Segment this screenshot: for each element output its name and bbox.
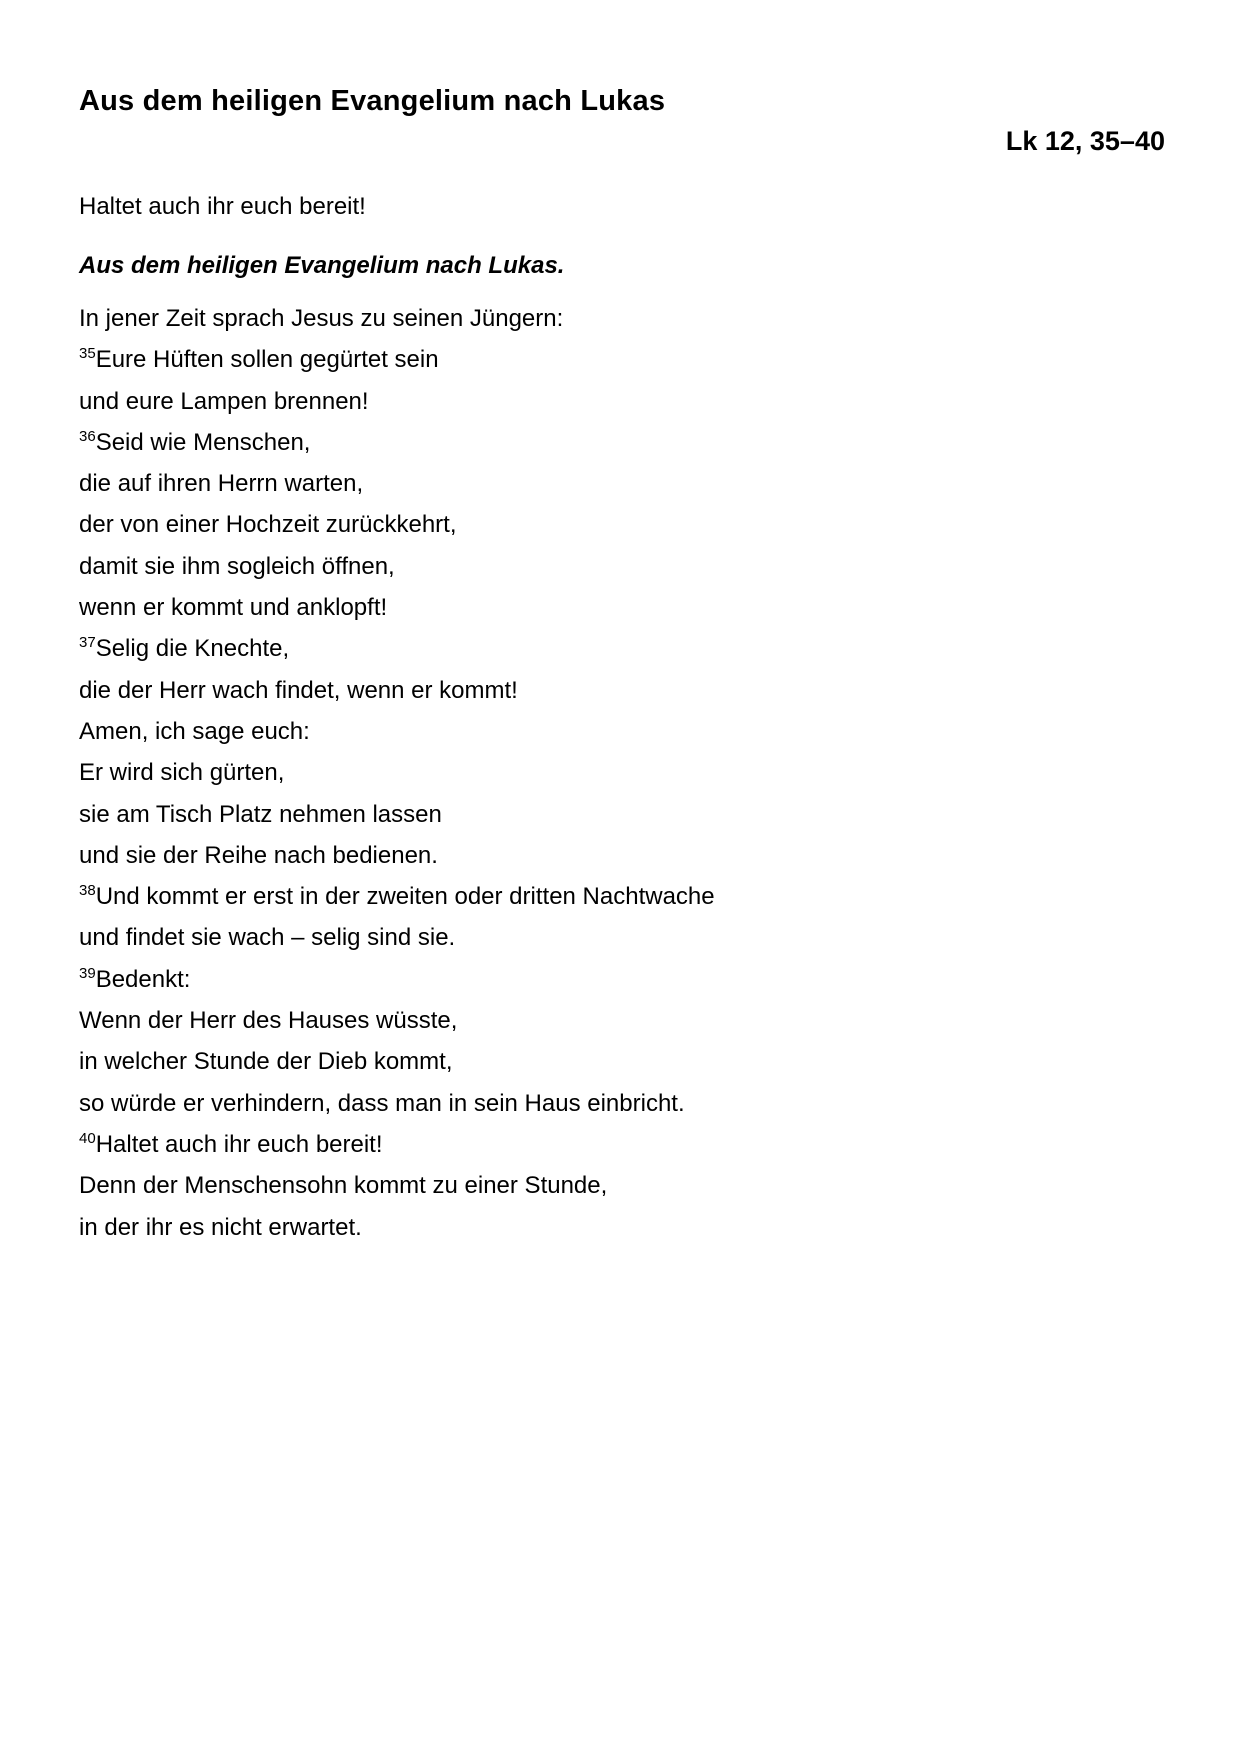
verse-text: wenn er kommt und anklopft! [79,594,388,622]
verse-line [79,422,1165,463]
verse-line [79,752,1165,793]
verse-text: Wenn der Herr des Hauses wüsste, [79,1007,458,1035]
verse-line [79,959,1165,1000]
verse-text: Bedenkt: [95,965,191,993]
verse-text: Seid wie Menschen, [95,428,311,456]
verse-line [79,917,1165,958]
verse-text: Und kommt er erst in der zweiten oder dritten Nachtwache [95,883,715,911]
verse-line [79,876,1165,917]
gospel-text [79,298,1165,1248]
verse-line [79,1000,1165,1041]
verse-text: Selig die Knechte, [95,635,290,663]
verse-text: so würde er verhindern, dass man in sein Haus einbricht. [79,1089,685,1117]
verse-line [79,835,1165,876]
page-title: Aus dem heiligen Evangelium nach Lukas [79,85,666,117]
verse-text: und sie der Reihe nach bedienen. [79,841,438,869]
verse-line [79,794,1165,835]
verse-text: die der Herr wach findet, wenn er kommt! [79,676,518,704]
verse-number: 40 [79,1129,96,1147]
verse-line [79,1083,1165,1124]
verse-line [79,504,1165,545]
verse-text: Haltet auch ihr euch bereit! [95,1130,383,1158]
verse-text: Eure Hüften sollen gegürtet sein [95,346,439,374]
verse-line [79,381,1165,422]
verse-text: damit sie ihm sogleich öffnen, [79,552,395,580]
verse-text: und eure Lampen brennen! [79,387,369,415]
verse-line [79,1207,1165,1248]
verse-line [79,546,1165,587]
verse-line [79,1124,1165,1165]
verse-text: und findet sie wach – selig sind sie. [79,924,456,952]
antiphon-line: Haltet auch ihr euch bereit! [79,193,366,220]
scripture-reference: Lk 12, 35–40 [1005,126,1165,156]
verse-line [79,298,1165,339]
verse-text: In jener Zeit sprach Jesus zu seinen Jüngern: [79,305,564,332]
verse-line [79,463,1165,504]
incipit-line: Aus dem heiligen Evangelium nach Lukas. [79,252,565,279]
verse-line [79,1165,1165,1206]
verse-text: Er wird sich gürten, [79,759,285,787]
verse-text: sie am Tisch Platz nehmen lassen [79,800,442,828]
verse-text: die auf ihren Herrn warten, [79,470,364,498]
verse-text: Amen, ich sage euch: [79,717,310,745]
verse-line [79,1041,1165,1082]
verse-line [79,339,1165,380]
verse-line [79,670,1165,711]
verse-line [79,628,1165,669]
verse-text: in der ihr es nicht erwartet. [79,1213,362,1241]
verse-number: 37 [79,634,96,652]
verse-number: 38 [79,882,96,900]
verse-text: der von einer Hochzeit zurückkehrt, [79,511,457,539]
verse-text: Denn der Menschensohn kommt zu einer Stunde, [79,1172,608,1200]
verse-number: 39 [79,964,96,982]
verse-number: 36 [79,427,96,445]
verse-number: 35 [79,345,96,363]
verse-text: in welcher Stunde der Dieb kommt, [79,1048,453,1076]
verse-line [79,711,1165,752]
verse-line [79,587,1165,628]
